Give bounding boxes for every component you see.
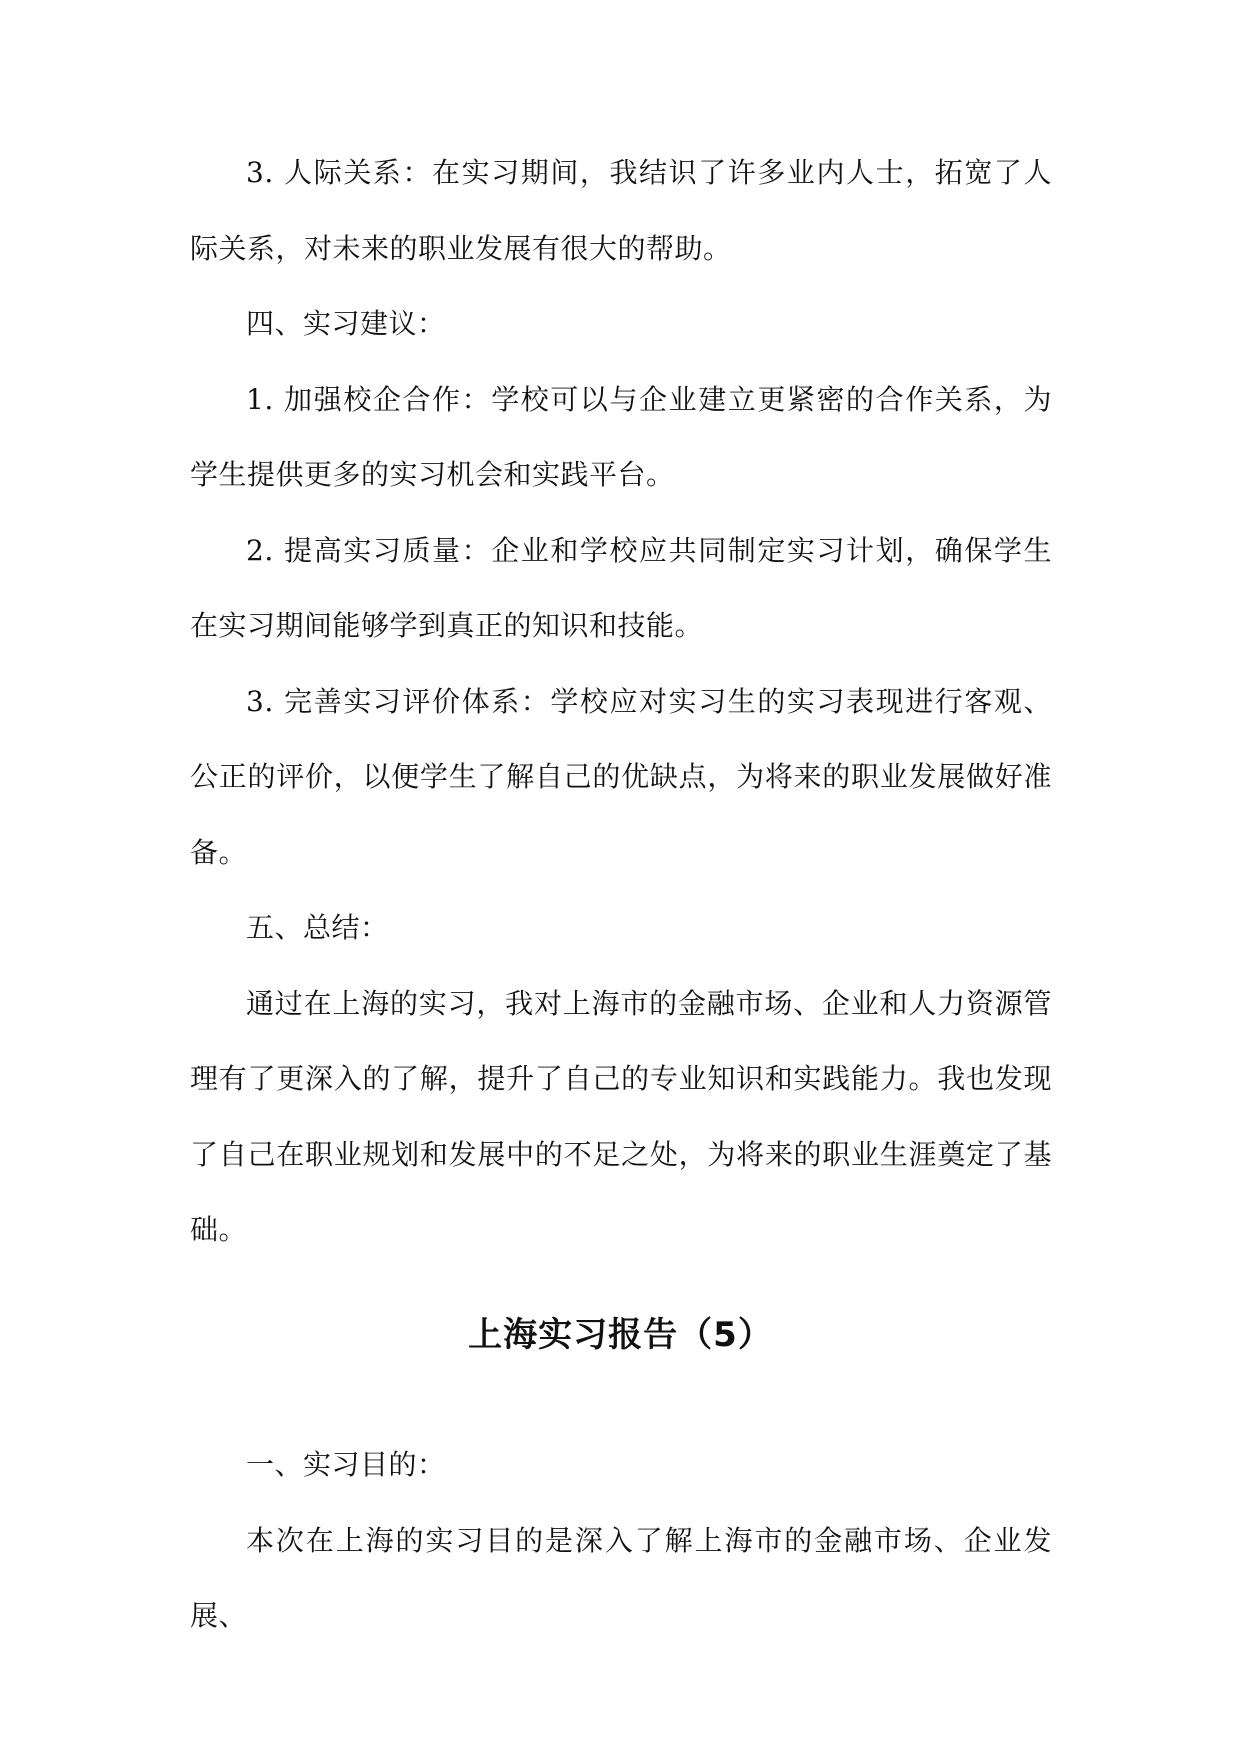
section-b (190, 1427, 1052, 1654)
heading-purpose: 一、实习目的： (246, 1448, 446, 1481)
paragraph-suggestion-3: 3. 完善实习评价体系：学校应对实习生的实习表现进行客观、公正的评价，以便学生了解自己的优缺点，为将来的职业发展做好准备。 (190, 684, 1052, 869)
report-title: 上海实习报告（5） (468, 1315, 773, 1355)
paragraph-summary: 通过在上海的实习，我对上海市的金融市场、企业和人力资源管理有了更深入的了解，提升了自己的专业知识和实践能力。我也发现了自己在职业规划和发展中的不足之处，为将来的职业生涯奠定了基础。 (190, 986, 1052, 1246)
heading-summary: 五、总结： (246, 911, 389, 944)
paragraph-purpose: 本次在上海的实习目的是深入了解上海市的金融市场、企业发展、 (190, 1523, 1052, 1632)
paragraph-interpersonal: 3. 人际关系：在实习期间，我结识了许多业内人士，拓宽了人际关系，对未来的职业发展有很大的帮助。 (190, 156, 1052, 265)
section-a (190, 135, 1052, 1268)
paragraph-suggestion-2: 2. 提高实习质量：企业和学校应共同制定实习计划，确保学生在实习期间能够学到真正的知识和技能。 (190, 533, 1052, 642)
paragraph-suggestion-1: 1. 加强校企合作：学校可以与企业建立更紧密的合作关系，为学生提供更多的实习机会和实践平台。 (190, 382, 1052, 491)
heading-suggestions: 四、实习建议： (246, 307, 446, 340)
